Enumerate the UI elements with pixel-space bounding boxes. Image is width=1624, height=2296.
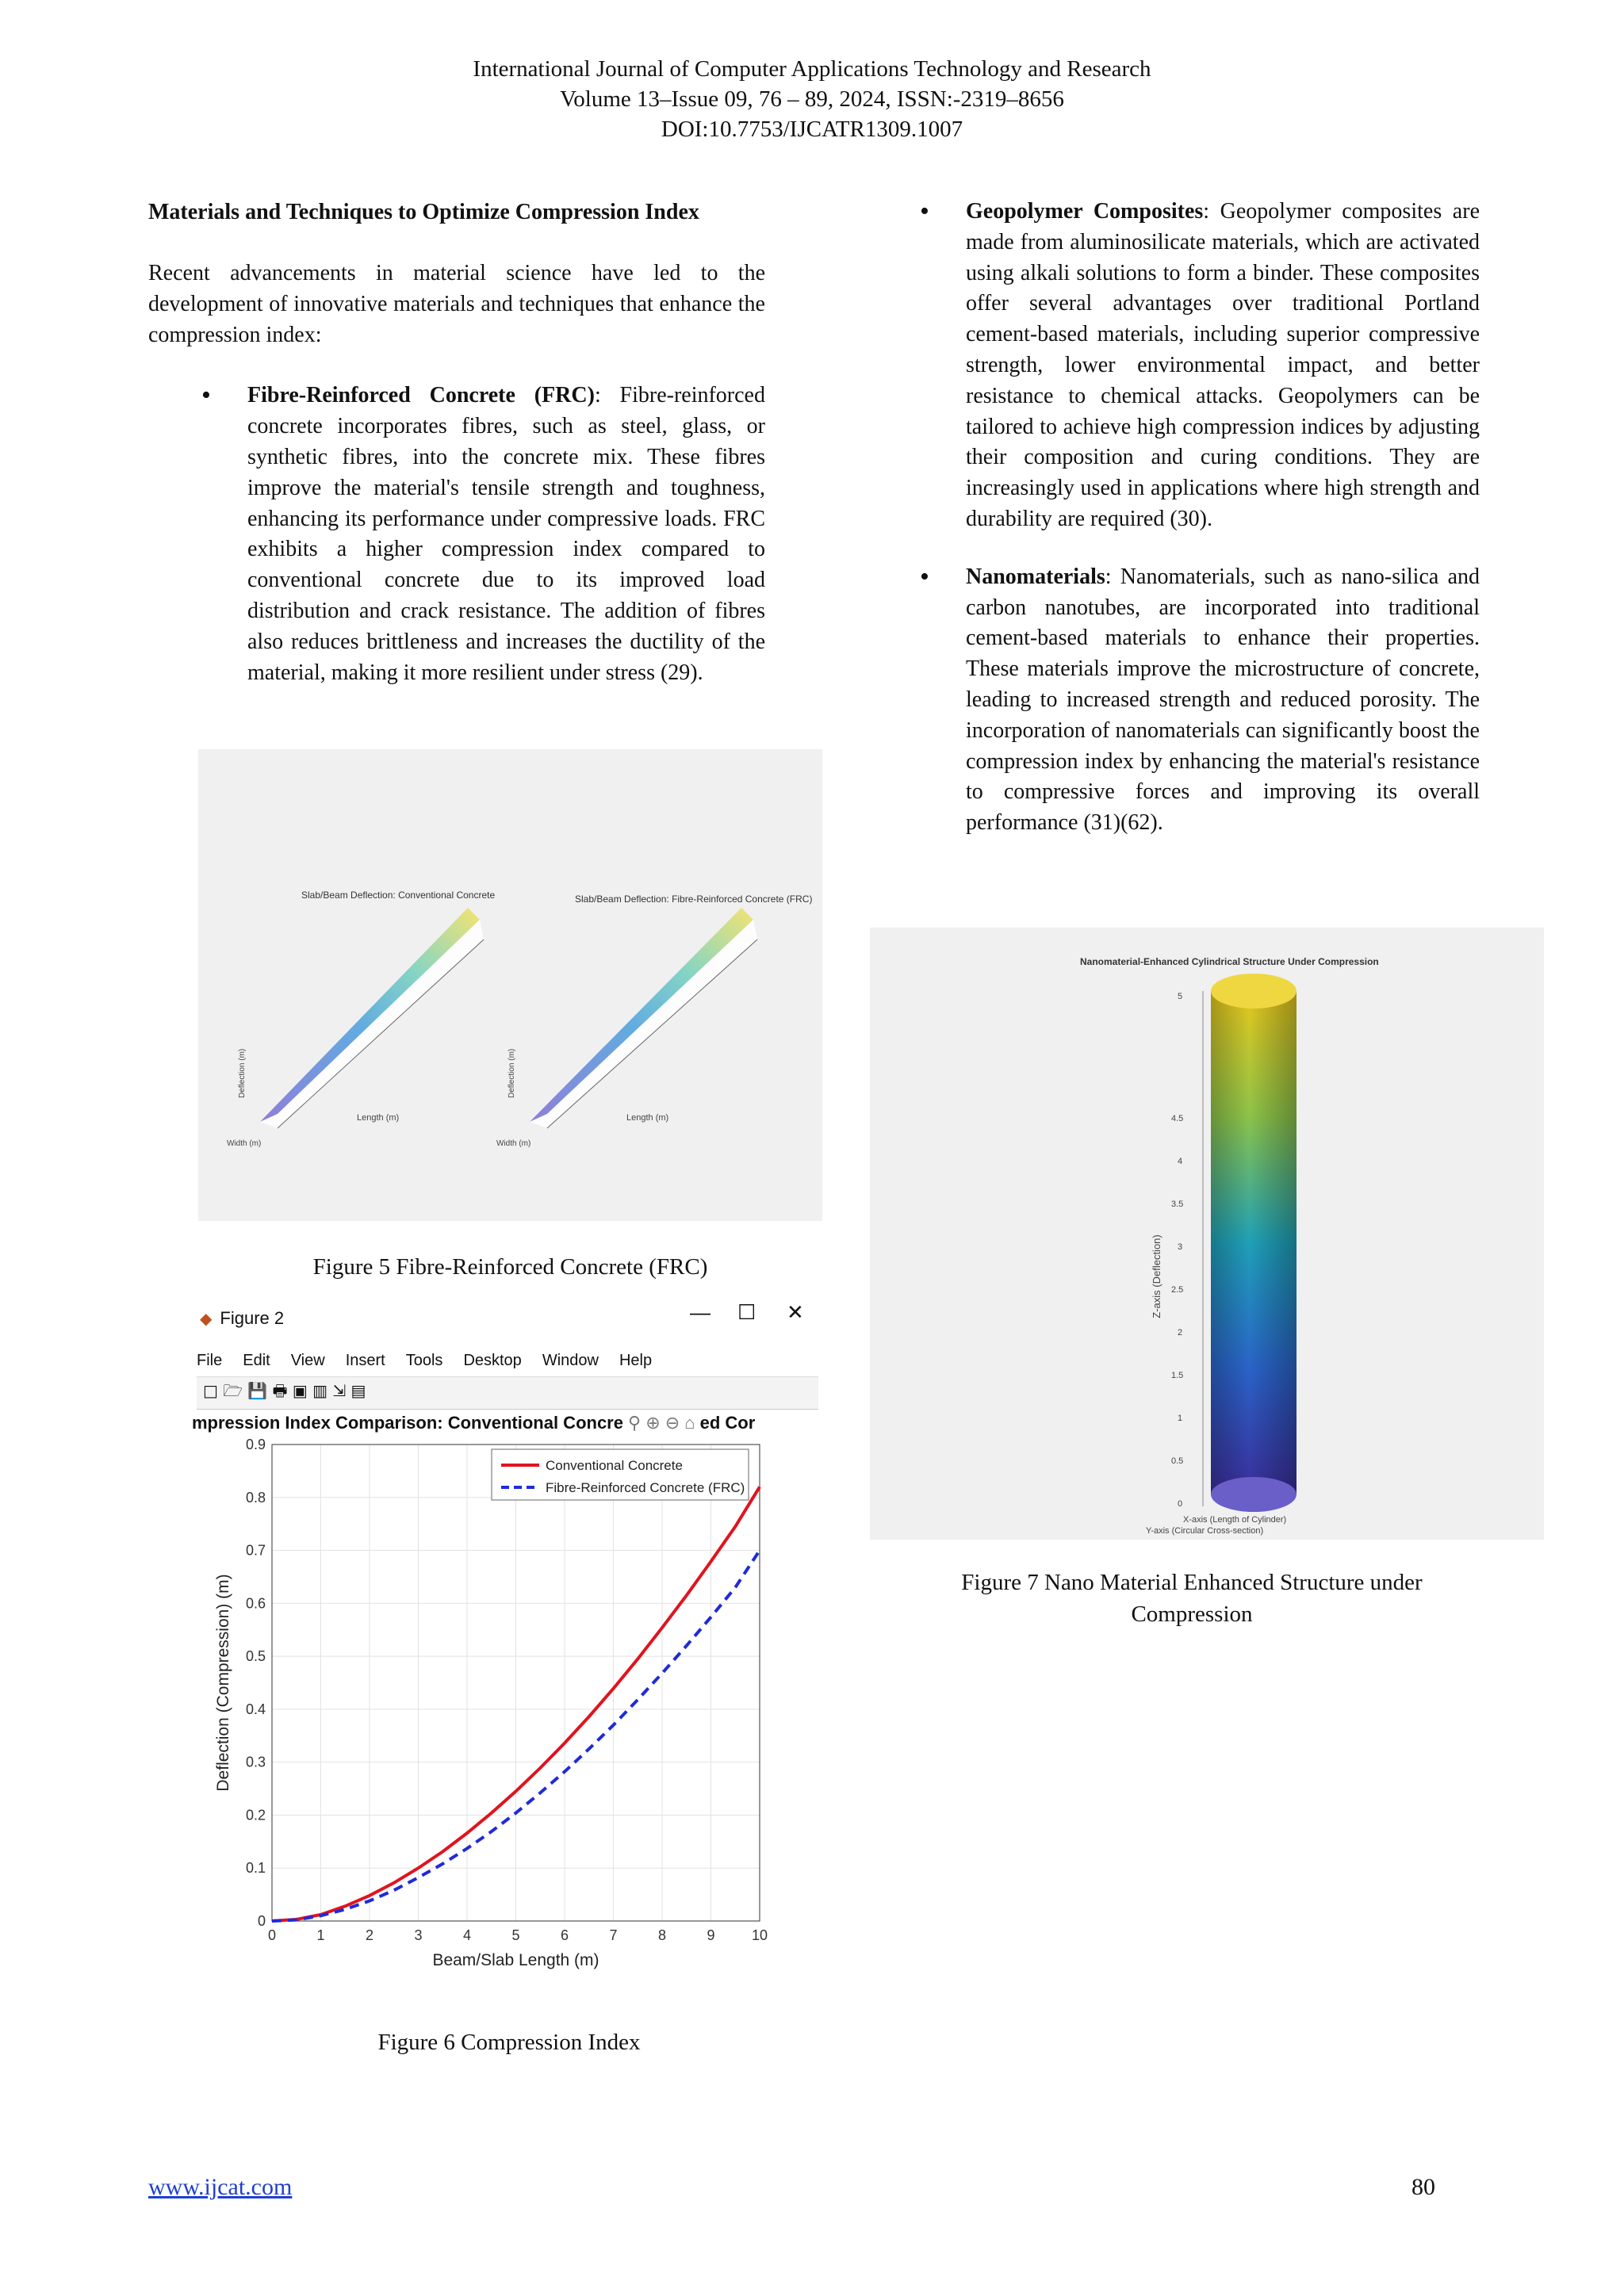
bullet-geopolymer-text: : Geopolymer composites are made from aluminosilicate materials, which are activated using alkali solutions to form a binder. These composites offer several advantages over traditional Portland cement-based materials, including superior compressive strength, lower environmental impact, and better resistance to chemical attacks. Geopolymers can be tailored to achieve high compression indices by adjusting their composition and curing conditions. They are increasingly used in applications where high strength and durability are required (30). bbox=[966, 199, 1480, 531]
fig7-ztick-6: 3 bbox=[1178, 1242, 1183, 1252]
header-volume: Volume 13–Issue 09, 76 – 89, 2024, ISSN:-2319–8656 bbox=[560, 86, 1064, 112]
materials-list-right bbox=[904, 197, 1480, 839]
right-column bbox=[904, 197, 1480, 866]
x-tick-label: 1 bbox=[316, 1927, 325, 1943]
bullet-frc-text: : Fibre-reinforced concrete incorporates fibres, such as steel, glass, or synthetic fibres, into the concrete mix. These fibres improve the material's tensile strength and toughness, enhancing its performance under compressive loads. FRC exhibits a higher compression index compared to conventional concrete due to its improved load distribution and crack resistance. The addition of fibres also reduces brittleness and increases the ductility of the material, making it more resilient under stress (29). bbox=[247, 383, 765, 685]
fig7-ztick-4: 2 bbox=[1178, 1328, 1183, 1337]
fig7-ztick-9: 4.5 bbox=[1171, 1114, 1184, 1123]
menu-view[interactable]: View bbox=[290, 1351, 325, 1369]
fig5-plot2-xlabel: Length (m) bbox=[626, 1113, 669, 1123]
footer-website-link[interactable]: www.ijcat.com bbox=[148, 2174, 293, 2200]
bullet-frc bbox=[247, 381, 765, 688]
y-axis-label: Deflection (Compression) (m) bbox=[214, 1574, 232, 1792]
fig7-ztick-5: 2.5 bbox=[1171, 1285, 1184, 1295]
x-tick-label: 4 bbox=[462, 1927, 472, 1943]
fig7-ztick-0: 0 bbox=[1178, 1499, 1183, 1509]
bullet-nanomaterials-text: : Nanomaterials, such as nano-silica and carbon nanotubes, are incorporated into traditional cement-based materials to enhance their properties. These materials improve the microstructure of concrete, leading to increased strength and reduced porosity. The incorporation of nanomaterials can significantly boost the compression index by enhancing the material's resistance to compressive forces and improving its overall performance (31)(62). bbox=[966, 564, 1480, 836]
y-tick-label: 0.5 bbox=[245, 1648, 266, 1665]
plot-title bbox=[192, 1413, 826, 1433]
menu-tools[interactable]: Tools bbox=[405, 1351, 443, 1369]
section-title: Materials and Techniques to Optimize Compression Index bbox=[148, 200, 699, 224]
menu-file[interactable]: File bbox=[197, 1351, 223, 1369]
plot-title-tail: ed Cor bbox=[699, 1413, 756, 1433]
figure5-image bbox=[198, 749, 822, 1221]
fig5-plot2-ylabel: Width (m) bbox=[496, 1139, 531, 1148]
fig7-cylinder-top bbox=[1211, 974, 1297, 1008]
fig5-plot2-surface bbox=[530, 908, 753, 1122]
bullet-nanomaterials bbox=[966, 562, 1480, 839]
compression-index-chart bbox=[197, 1433, 818, 1988]
menu-insert[interactable]: Insert bbox=[345, 1351, 385, 1369]
x-tick-label: 9 bbox=[707, 1927, 715, 1943]
menu-window[interactable]: Window bbox=[542, 1351, 599, 1369]
page-number: 80 bbox=[1411, 2174, 1435, 2200]
header-doi: DOI:10.7753/IJCATR1309.1007 bbox=[661, 117, 963, 142]
x-tick-label: 10 bbox=[751, 1927, 768, 1943]
figure7-caption-line1: Figure 7 Nano Material Enhanced Structure under bbox=[961, 1570, 1423, 1595]
matlab-figure-icon: ◆ bbox=[200, 1310, 213, 1328]
figure5-caption: Figure 5 Fibre-Reinforced Concrete (FRC) bbox=[312, 1254, 708, 1280]
figure5-svg bbox=[198, 749, 822, 1221]
fig5-plot2-zlabel: Deflection (m) bbox=[508, 1048, 516, 1098]
bullet-geopolymer bbox=[966, 197, 1480, 535]
y-tick-label: 0.6 bbox=[245, 1595, 266, 1612]
matlab-window-title: Figure 2 bbox=[220, 1308, 285, 1328]
x-tick-label: 6 bbox=[560, 1927, 569, 1943]
bullet-frc-term: Fibre-Reinforced Concrete (FRC) bbox=[247, 383, 595, 408]
x-tick-label: 8 bbox=[657, 1927, 667, 1943]
figure7-image bbox=[870, 928, 1544, 1540]
legend-entry: Fibre-Reinforced Concrete (FRC) bbox=[546, 1480, 745, 1495]
figure6-caption: Figure 6 Compression Index bbox=[377, 2030, 641, 2055]
fig5-plot2-axis bbox=[547, 939, 757, 1128]
left-column bbox=[148, 197, 765, 715]
menu-edit[interactable]: Edit bbox=[243, 1351, 270, 1369]
y-tick-label: 0.8 bbox=[245, 1489, 266, 1506]
x-axis-label: Beam/Slab Length (m) bbox=[432, 1951, 599, 1969]
fig7-ztick-2: 1 bbox=[1178, 1414, 1183, 1423]
fig7-cylinder-bottom bbox=[1211, 1477, 1297, 1512]
matlab-titlebar bbox=[197, 1300, 818, 1337]
fig7-xlabel: X-axis (Length of Cylinder) bbox=[1183, 1515, 1287, 1525]
fig7-zlabel: Z-axis (Deflection) bbox=[1151, 1234, 1162, 1318]
fig5-plot1-xlabel: Length (m) bbox=[357, 1113, 400, 1123]
bullet-geopolymer-term: Geopolymer Composites bbox=[966, 199, 1204, 224]
menu-desktop[interactable]: Desktop bbox=[463, 1351, 522, 1369]
toolbar-icons[interactable]: □ 🗁 💾 🖶 ▣ ▥ ⇲ ▤ bbox=[203, 1381, 366, 1400]
y-tick-label: 0.9 bbox=[245, 1437, 266, 1452]
x-tick-label: 7 bbox=[609, 1927, 618, 1943]
axes-toolbar-icons[interactable]: ⚲ ⊕ ⊖ ⌂ bbox=[627, 1413, 695, 1433]
plot-title-text: mpression Index Comparison: Conventional Concre bbox=[192, 1413, 623, 1433]
x-tick-label: 5 bbox=[511, 1927, 520, 1943]
intro-paragraph: Recent advancements in material science have led to the development of innovative materials and techniques that enhance the compression index: bbox=[148, 261, 765, 347]
fig7-ztick-3: 1.5 bbox=[1171, 1371, 1184, 1380]
fig5-plot1-zlabel: Deflection (m) bbox=[238, 1048, 247, 1098]
fig5-plot1-title: Slab/Beam Deflection: Conventional Concrete bbox=[301, 890, 496, 901]
fig7-title: Nanomaterial-Enhanced Cylindrical Structure Under Compression bbox=[1080, 956, 1379, 967]
matlab-toolbar bbox=[197, 1376, 818, 1410]
x-tick-label: 3 bbox=[414, 1927, 423, 1943]
close-button[interactable]: ✕ bbox=[787, 1300, 804, 1324]
x-tick-label: 2 bbox=[365, 1927, 374, 1943]
y-tick-label: 0.4 bbox=[245, 1701, 266, 1717]
fig5-plot1-surface bbox=[260, 908, 480, 1122]
y-tick-label: 0.1 bbox=[245, 1860, 266, 1877]
menu-help[interactable]: Help bbox=[619, 1351, 653, 1369]
minimize-button[interactable]: — bbox=[690, 1300, 710, 1324]
fig7-ztick-1: 0.5 bbox=[1171, 1456, 1184, 1466]
figure7-svg bbox=[870, 928, 1544, 1540]
y-tick-label: 0.2 bbox=[245, 1807, 266, 1823]
figure7-caption-line2: Compression bbox=[1131, 1601, 1253, 1627]
figure6-matlab-window bbox=[192, 1294, 818, 1992]
fig7-ylabel: Y-axis (Circular Cross-section) bbox=[1146, 1526, 1264, 1536]
x-tick-label: 0 bbox=[267, 1927, 277, 1943]
y-tick-label: 0.7 bbox=[245, 1542, 266, 1559]
legend-entry: Conventional Concrete bbox=[546, 1458, 683, 1473]
fig5-plot1-ylabel: Width (m) bbox=[227, 1139, 262, 1148]
fig7-ztick-10: 5 bbox=[1178, 992, 1183, 1001]
journal-header bbox=[0, 54, 1624, 144]
matlab-menubar bbox=[197, 1346, 818, 1375]
header-journal-title: International Journal of Computer Applications Technology and Research bbox=[473, 56, 1151, 82]
maximize-button[interactable]: ☐ bbox=[737, 1300, 756, 1324]
fig5-plot2-title: Slab/Beam Deflection: Fibre-Reinforced Concrete (FRC) bbox=[575, 894, 813, 905]
fig7-ztick-8: 4 bbox=[1178, 1157, 1183, 1166]
fig5-plot1-axis bbox=[278, 939, 484, 1128]
fig7-cylinder-shade bbox=[1211, 991, 1297, 1494]
fig7-ztick-7: 3.5 bbox=[1171, 1200, 1184, 1209]
bullet-nanomaterials-term: Nanomaterials bbox=[966, 564, 1105, 589]
y-tick-label: 0.3 bbox=[245, 1754, 266, 1770]
materials-list-left bbox=[148, 381, 765, 688]
y-tick-label: 0 bbox=[257, 1913, 266, 1929]
figure7-caption bbox=[904, 1567, 1480, 1630]
